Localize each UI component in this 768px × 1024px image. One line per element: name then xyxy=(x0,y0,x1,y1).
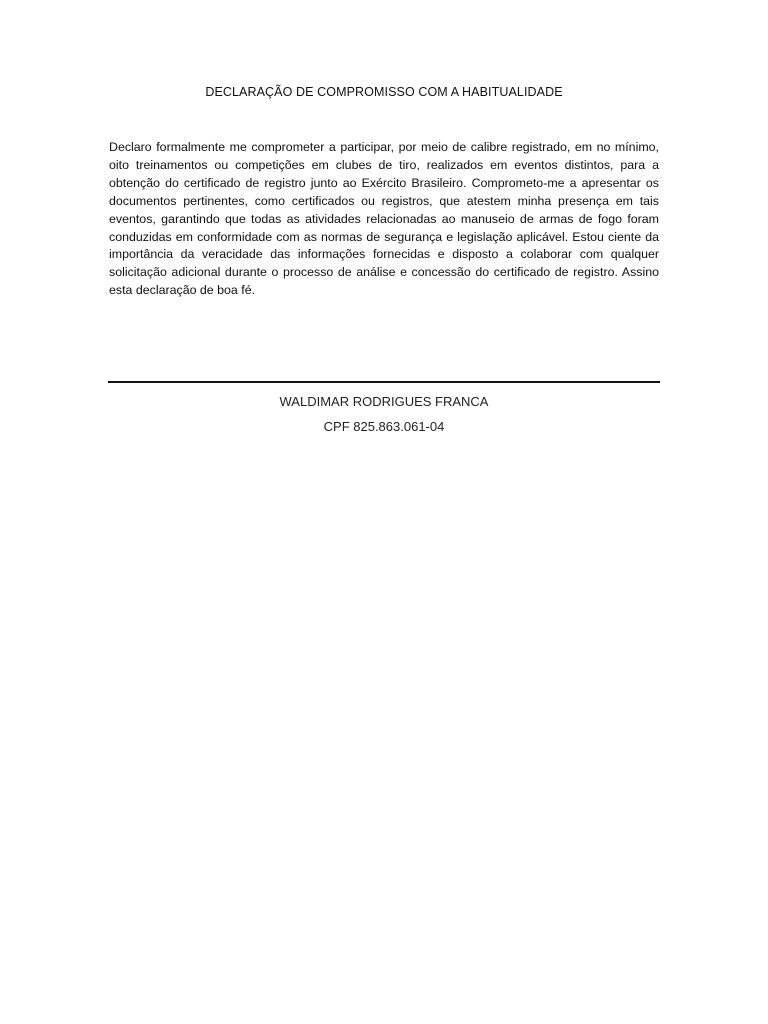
signature-line xyxy=(108,381,660,383)
signatory-name: WALDIMAR RODRIGUES FRANCA xyxy=(279,394,489,409)
declaration-paragraph: Declaro formalmente me comprometer a participar, por meio de calibre registrado, em no mínimo, oito treinamentos ou competições em clubes de tiro, realizados em eventos distintos, para a obtenção do certificado de registro junto ao Exército Brasileiro. Comprometo-me a apresentar os documentos pertinentes, como certificados ou registros, que atestem minha presença em tais eventos, garantindo que todas as atividades relacionadas ao manuseio de armas de fogo foram conduzidas em conformidade com as normas de segurança e legislação aplicável. Estou ciente da importância da veracidade das informações fornecidas e disposto a colaborar com qualquer solicitação adicional durante o processo de análise e concessão do certificado de registro. Assino esta declaração de boa fé. xyxy=(109,140,659,298)
document-title: DECLARAÇÃO DE COMPROMISSO COM A HABITUALIDADE xyxy=(205,85,563,99)
signatory-cpf: CPF 825.863.061-04 xyxy=(323,419,445,434)
